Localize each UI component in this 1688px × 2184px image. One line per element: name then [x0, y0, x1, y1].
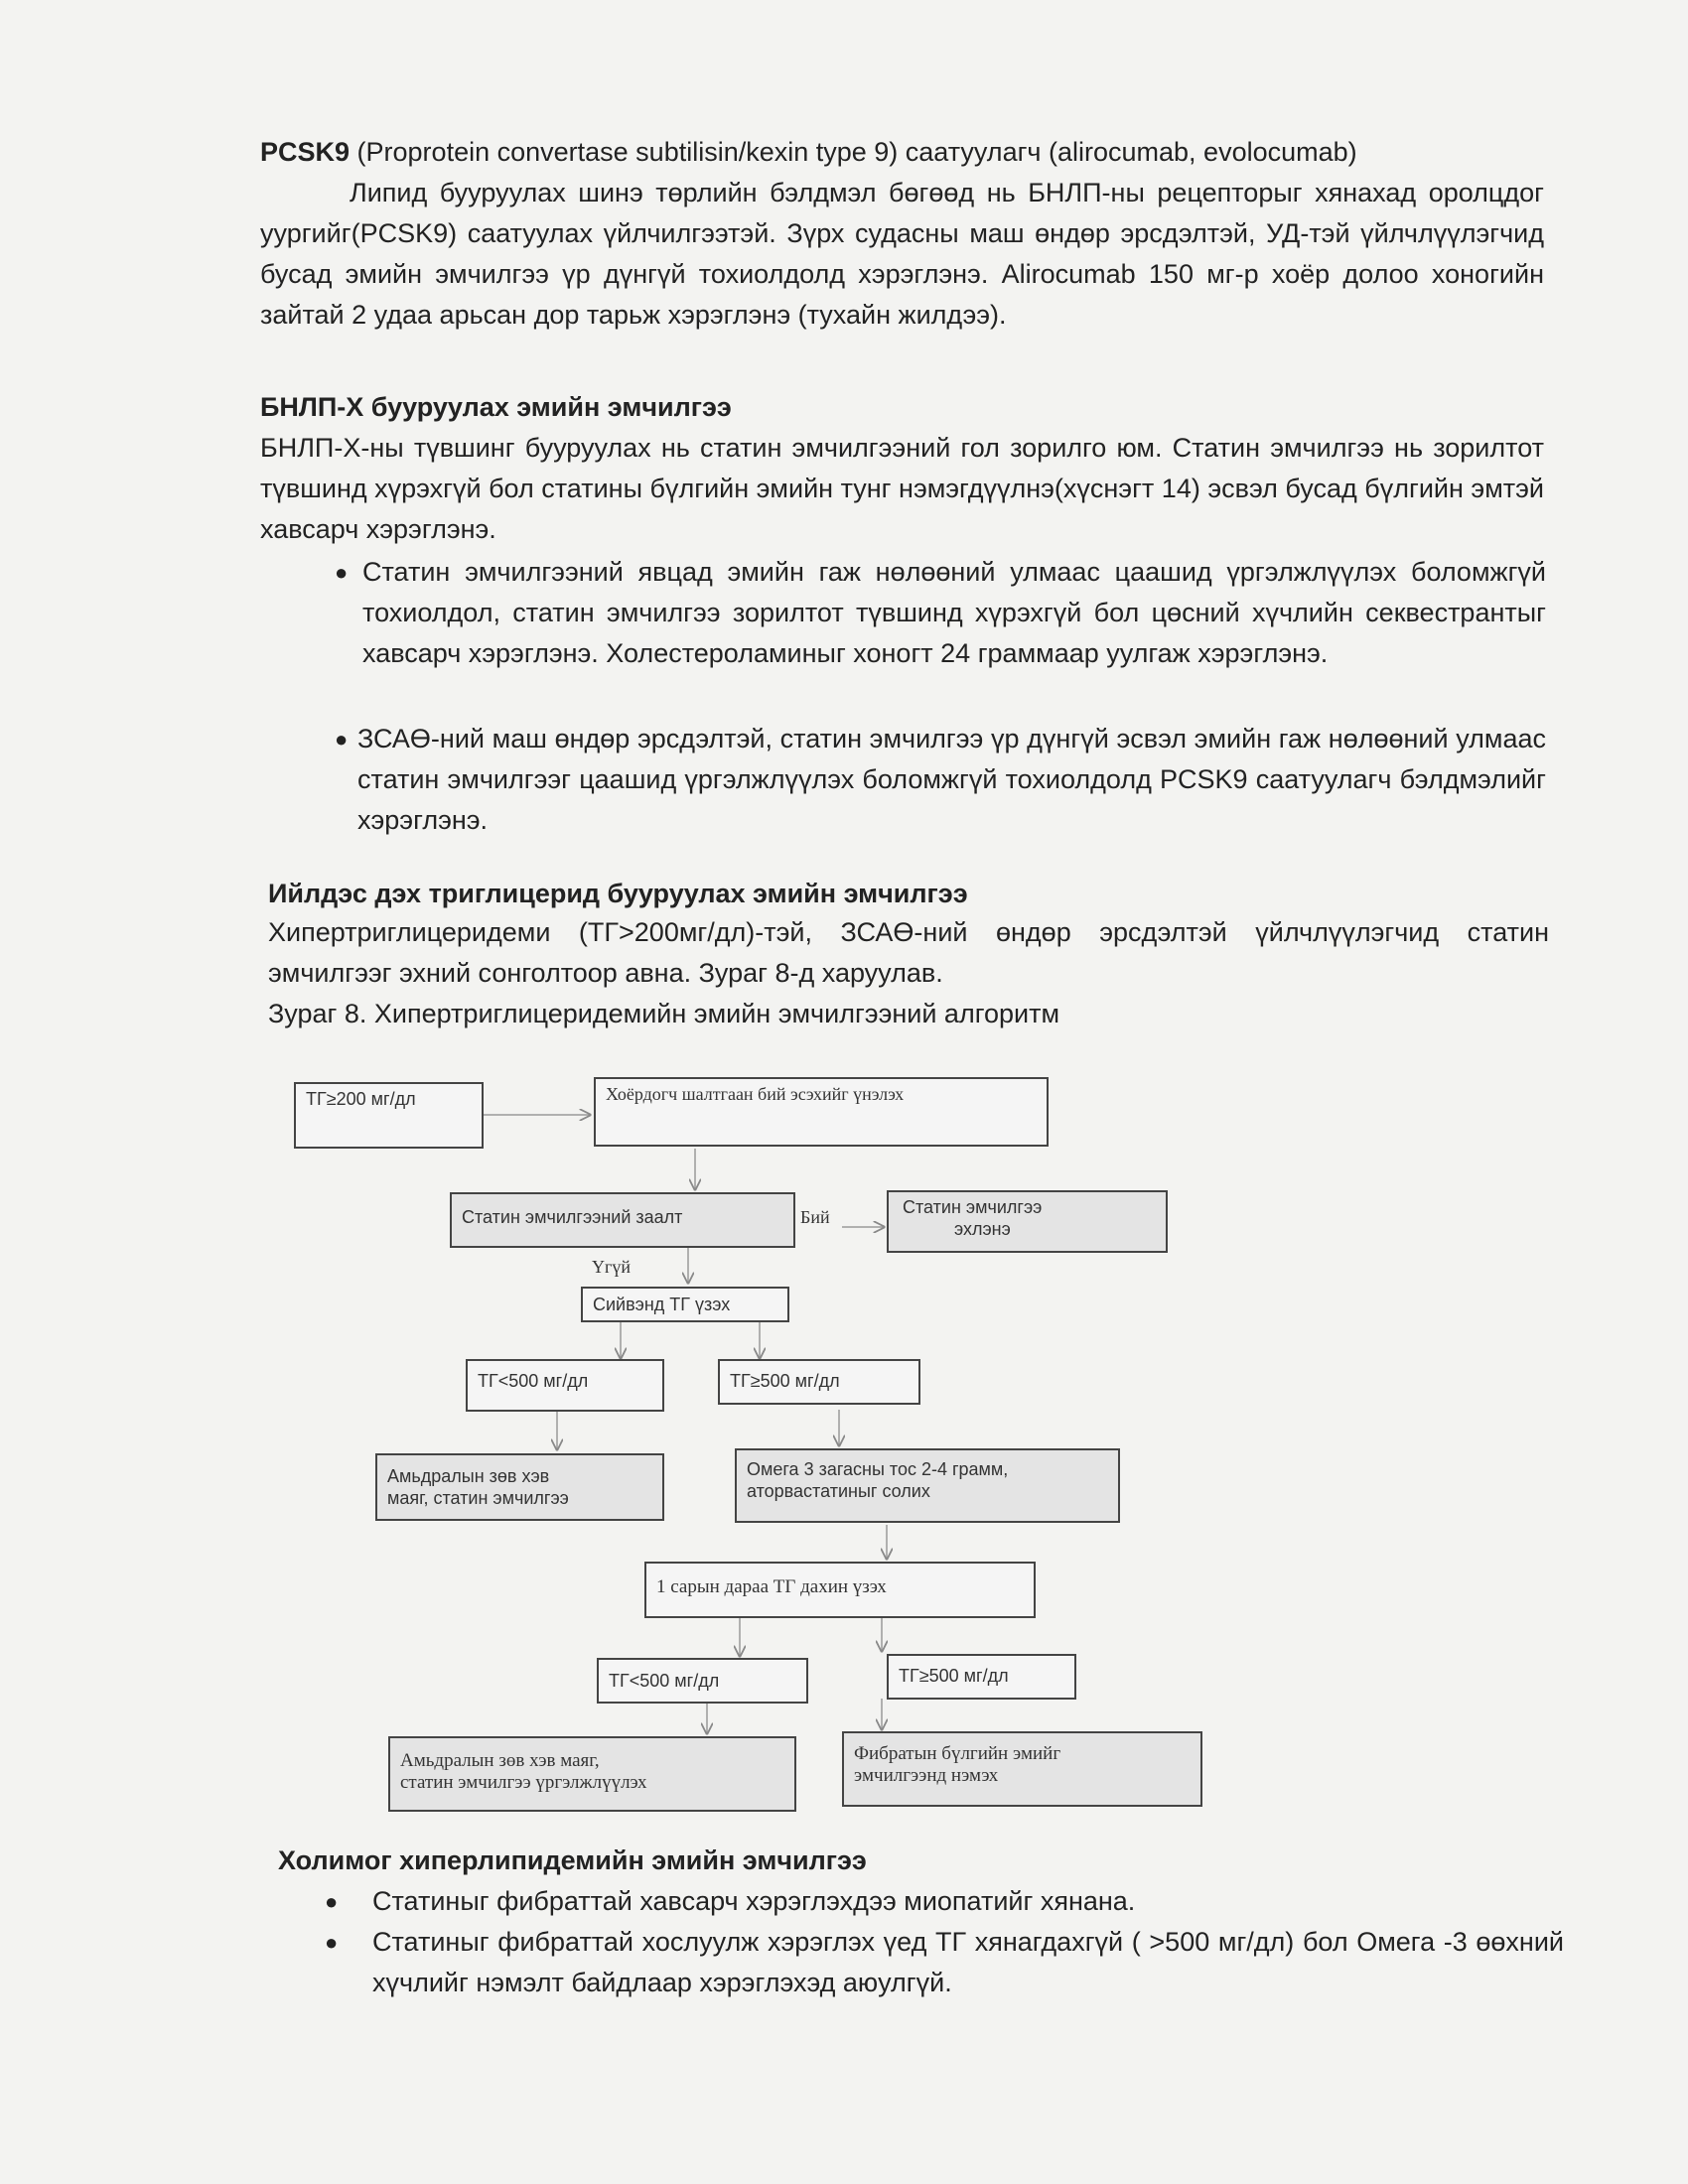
fc-omega-line2: аторвастатиныг солих [747, 1481, 930, 1501]
fc-lifestyle-b-line1: Амьдралын зөв хэв маяг, [400, 1750, 600, 1771]
fc-ge500-b [887, 1654, 1076, 1700]
figure-caption: Зураг 8. Хипертриглицеридемийн эмийн эмчилгээний алгоритм [268, 999, 1060, 1028]
fc-lifestyle-b [388, 1736, 796, 1812]
fc-tg200 [294, 1082, 484, 1149]
fc-secondary-text: Хоёрдогч шалтгаан бий эсэхийг үнэлэх [606, 1084, 905, 1104]
fc-start-statin-line2: эхлэнэ [954, 1219, 1011, 1239]
fc-ge500-a-text: ТГ≥500 мг/дл [730, 1371, 840, 1391]
fc-tg200-text: ТГ≥200 мг/дл [306, 1089, 416, 1109]
bullet-icon: ● [325, 1889, 339, 1914]
mixed-bullet-2 [325, 1922, 1564, 2003]
bnlp-bullet-2-text: ЗСАӨ-ний маш өндөр эрсдэлтэй, статин эмчилгээ үр дүнгүй эсвэл эмийн гаж нөлөөний улмаас статин эмчилгээг цаашид үргэлжлүүлэх боломжгүй тохиолдолд PCSK9 саатуулагч бэлдмэлийг хэрэглэнэ. [357, 724, 1546, 835]
fc-omega3 [735, 1448, 1120, 1523]
fc-yes-label: Бий [800, 1207, 830, 1227]
pcsk9-paragraph-text: Липид бууруулах шинэ төрлийн бэлдмэл бөгөөд нь БНЛП-ны рецепторыг хянахад оролцдог уургийг(PCSK9) саатуулах үйлчилгээтэй. Зүрх судасны маш өндөр эрсдэлтэй, УД-тэй үйлчлүүлэгчид бусад эмийн эмчилгээ үр дүнгүй тохиолдолд хэрэглэнэ. Alirocumab 150 мг-р хоёр долоо хоногийн зайтай 2 удаа арьсан дор тарьж хэрэглэнэ (тухайн жилдээ). [260, 178, 1544, 330]
fc-serum-tg-text: Сийвэнд ТГ үзэх [593, 1295, 731, 1314]
fc-start-statin [887, 1190, 1168, 1253]
bnlp-heading: БНЛП-Х бууруулах эмийн эмчилгээ [260, 392, 732, 422]
fc-fibrate-line1: Фибратын бүлгийн эмийг [854, 1743, 1061, 1764]
bnlp-paragraph-text: БНЛП-Х-ны түвшинг бууруулах нь статин эмчилгээний гол зорилго юм. Статин эмчилгээ нь зорилтот түвшинд хүрэхгүй бол статины бүлгийн эмийн тунг нэмэгдүүлнэ(хүснэгт 14) эсвэл бусад бүлгийн эмтэй хавсарч хэрэглэнэ. [260, 433, 1544, 544]
mixed-bullet-1-text: Статиныг фибраттай хавсарч хэрэглэхдээ миопатийг хянана. [372, 1886, 1136, 1916]
fc-recheck-tg [644, 1562, 1036, 1618]
fc-lt500-a [466, 1359, 664, 1412]
fc-fibrate [842, 1731, 1202, 1807]
fc-lt500-a-text: ТГ<500 мг/дл [478, 1371, 589, 1391]
fc-fibrate-line2: эмчилгээнд нэмэх [854, 1765, 999, 1786]
fc-ge500-b-text: ТГ≥500 мг/дл [899, 1666, 1009, 1686]
bullet-icon: ● [335, 727, 349, 751]
fc-lifestyle-b-line2: статин эмчилгээ үргэлжлүүлэх [400, 1772, 647, 1793]
pcsk9-heading-bold: PCSK9 [260, 137, 351, 167]
fc-recheck-text: 1 сарын дараа ТГ дахин үзэх [656, 1576, 887, 1597]
fc-secondary-cause [594, 1077, 1049, 1147]
fc-statin-indication [450, 1192, 795, 1248]
fc-ge500-a [718, 1359, 920, 1405]
mixed-heading: Холимог хиперлипидемийн эмийн эмчилгээ [278, 1845, 867, 1875]
fc-start-statin-line1: Статин эмчилгээ [903, 1197, 1043, 1217]
fc-lt500-b-text: ТГ<500 мг/дл [609, 1671, 720, 1691]
fc-lifestyle-a-line2: маяг, статин эмчилгээ [387, 1488, 569, 1508]
bullet-icon: ● [325, 1930, 339, 1955]
bullet-icon: ● [335, 560, 349, 585]
pcsk9-heading-rest: (Proprotein convertase subtilisin/kexin type 9) саатуулагч (alirocumab, evolocumab) [350, 137, 1357, 167]
tg-heading: Ийлдэс дэх триглицерид бууруулах эмийн эмчилгээ [268, 879, 968, 908]
fc-omega-line1: Омега 3 загасны тос 2-4 грамм, [747, 1459, 1009, 1479]
mixed-bullet-1 [325, 1881, 1564, 1922]
mixed-bullet-2-text: Статиныг фибраттай хослуулж хэрэглэх үед ТГ хянагдахгүй ( >500 мг/дл) бол Омега -3 өөхний хүчлийг нэмэлт байдлаар хэрэглэхэд аюулгүй. [372, 1927, 1564, 1997]
fc-lt500-b [597, 1658, 808, 1704]
tg-paragraph-text: Хипертриглицеридеми (ТГ>200мг/дл)-тэй, ЗСАӨ-ний өндөр эрсдэлтэй үйлчлүүлэгчид статин эмчилгээг эхний сонголтоор авна. Зураг 8-д харуулав. [268, 917, 1549, 988]
fc-lifestyle-a-line1: Амьдралын зөв хэв [387, 1466, 550, 1486]
fc-no-label: Үгүй [592, 1257, 632, 1277]
fc-lifestyle-a [375, 1453, 664, 1521]
fc-serum-tg [581, 1287, 789, 1322]
fc-indication-text: Статин эмчилгээний заалт [462, 1207, 683, 1227]
bnlp-bullet-1-text: Статин эмчилгээний явцад эмийн гаж нөлөөний улмаас цаашид үргэлжлүүлэх боломжгүй тохиолдол, статин эмчилгээ зорилтот түвшинд хүрэхгүй бол цөсний хүчлийн секвестрантыг хавсарч хэрэглэнэ. Холестероламиныг хоногт 24 граммаар уулгаж хэрэглэнэ. [362, 557, 1546, 668]
